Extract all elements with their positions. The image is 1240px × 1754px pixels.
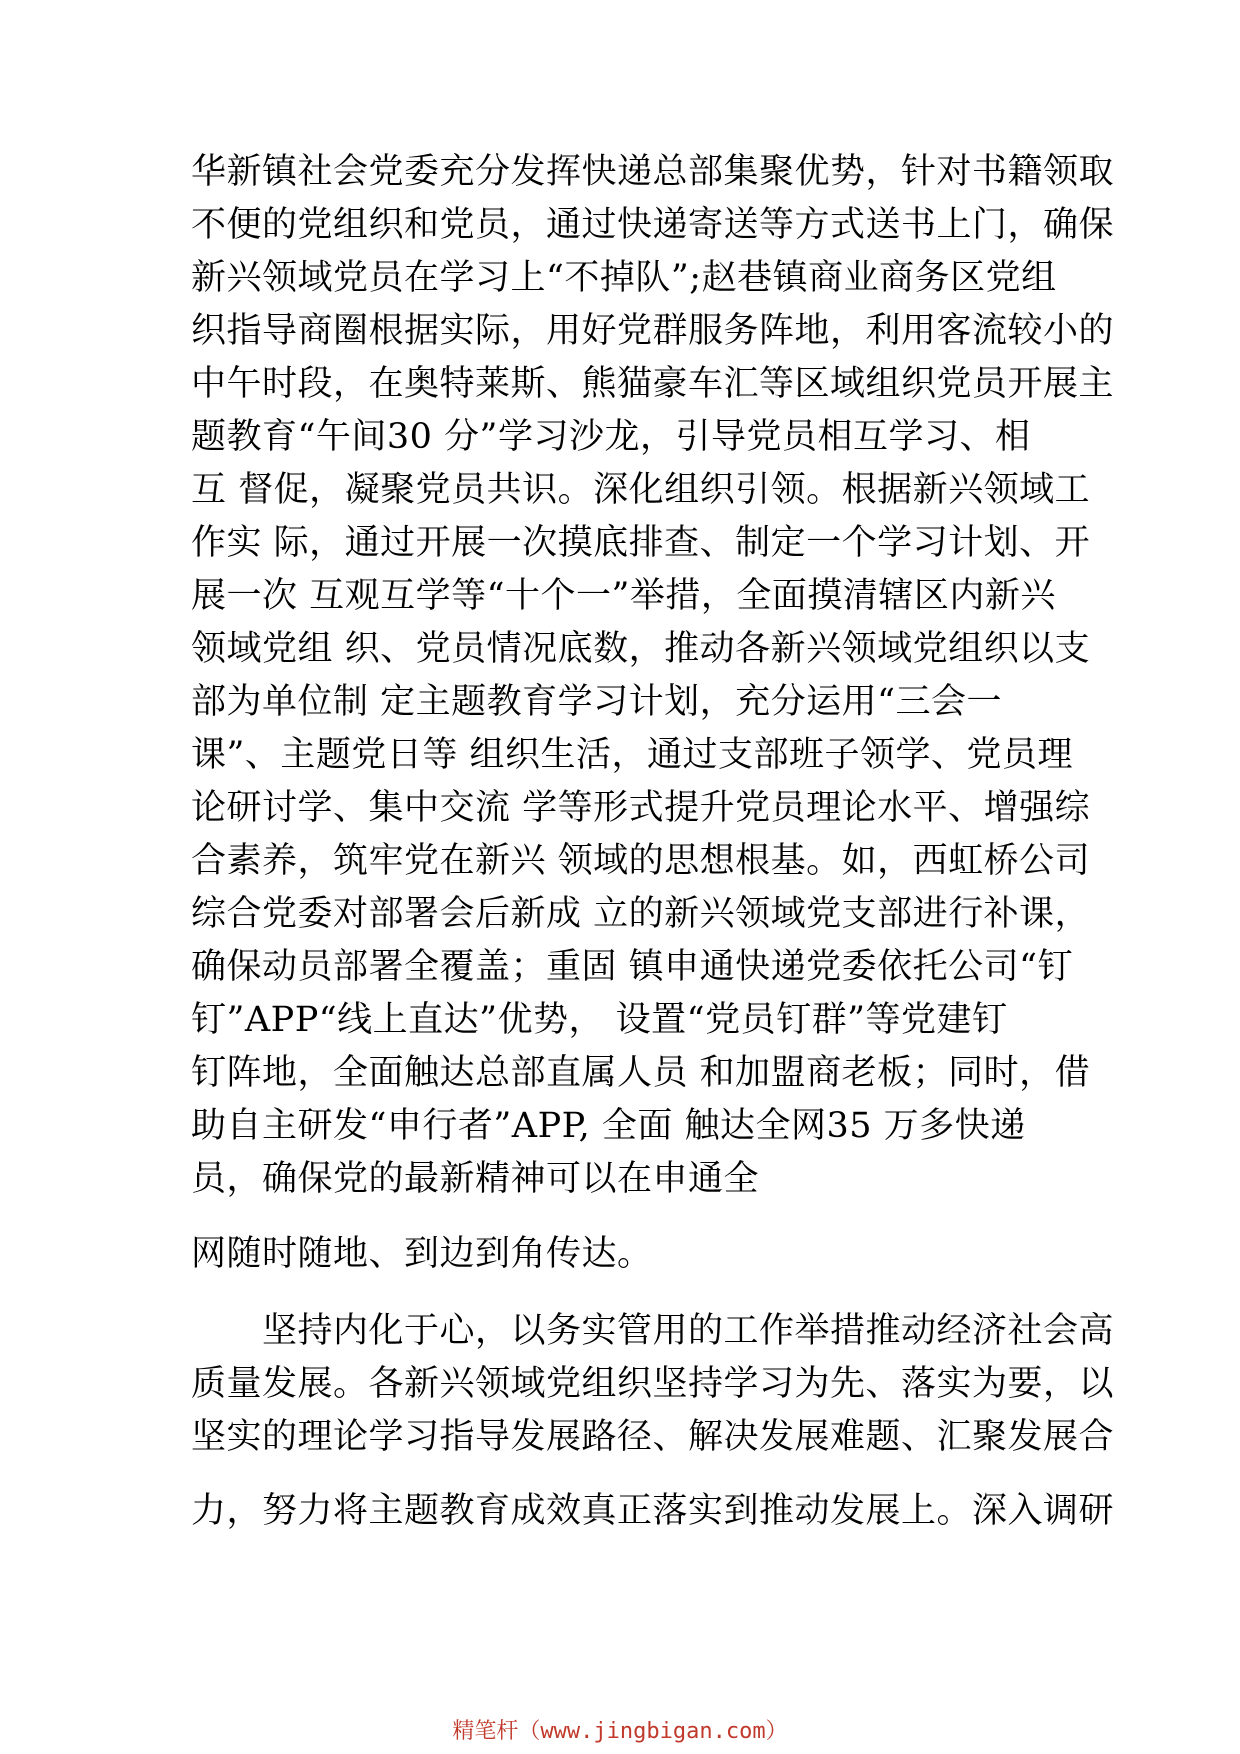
text-line: 领域党组 织、党员情况底数，推动各新兴领域党组织以支 bbox=[191, 629, 1091, 669]
text-line: 坚实的理论学习指导发展路径、解决发展难题、汇聚发展合 bbox=[191, 1417, 1115, 1457]
text-line: 题教育“午间30 分”学习沙龙，引导党员相互学习、相 bbox=[191, 417, 1031, 457]
text-line: 不便的党组织和党员，通过快递寄送等方式送书上门，确保 bbox=[191, 205, 1115, 245]
text-line: 新兴领域党员在学习上“不掉队”;赵巷镇商业商务区党组 bbox=[191, 258, 1057, 298]
text-line: 课”、主题党日等 组织生活，通过支部班子领学、党员理 bbox=[191, 735, 1074, 775]
text-line: 互 督促，凝聚党员共识。深化组织引领。根据新兴领域工 bbox=[191, 470, 1091, 510]
text-line: 部为单位制 定主题教育学习计划，充分运用“三会一 bbox=[191, 682, 1003, 722]
text-line: 确保动员部署全覆盖；重固 镇申通快递党委依托公司“钉 bbox=[191, 947, 1074, 987]
text-line: 员，确保党的最新精神可以在申通全 bbox=[191, 1159, 760, 1199]
watermark-footer: 精笔杆（www.jingbigan.com） bbox=[452, 1719, 788, 1744]
text-line: 质量发展。各新兴领域党组织坚持学习为先、落实为要，以 bbox=[191, 1364, 1115, 1404]
text-line: 网随时随地、到边到角传达。 bbox=[191, 1234, 653, 1274]
text-line: 助自主研发“申行者”APP, 全面 触达全网35 万多快递 bbox=[191, 1106, 1026, 1146]
paragraph-first-line: 坚持内化于心，以务实管用的工作举措推动经济社会高 bbox=[191, 1311, 1115, 1351]
text-line: 力，努力将主题教育成效真正落实到推动发展上。深入调研 bbox=[191, 1491, 1115, 1531]
text-line: 中午时段，在奥特莱斯、熊猫豪车汇等区域组织党员开展主 bbox=[191, 364, 1115, 404]
text-line: 展一次 互观互学等“十个一”举措，全面摸清辖区内新兴 bbox=[191, 576, 1056, 616]
text-line: 织指导商圈根据实际，用好党群服务阵地，利用客流较小的 bbox=[191, 311, 1115, 351]
text-line: 合素养，筑牢党在新兴 领域的思想根基。如，西虹桥公司 bbox=[191, 841, 1091, 881]
text-line: 综合党委对部署会后新成 立的新兴领域党支部进行补课， bbox=[191, 894, 1091, 934]
text-line: 钉”APP“线上直达”优势， 设置“党员钉群”等党建钉 bbox=[191, 1000, 1008, 1040]
text-line: 钉阵地，全面触达总部直属人员 和加盟商老板；同时，借 bbox=[191, 1053, 1091, 1093]
text-line: 论研讨学、集中交流 学等形式提升党员理论水平、增强综 bbox=[191, 788, 1091, 828]
text-line: 作实 际，通过开展一次摸底排查、制定一个学习计划、开 bbox=[191, 523, 1091, 563]
text-line: 华新镇社会党委充分发挥快递总部集聚优势，针对书籍领取 bbox=[191, 152, 1115, 192]
